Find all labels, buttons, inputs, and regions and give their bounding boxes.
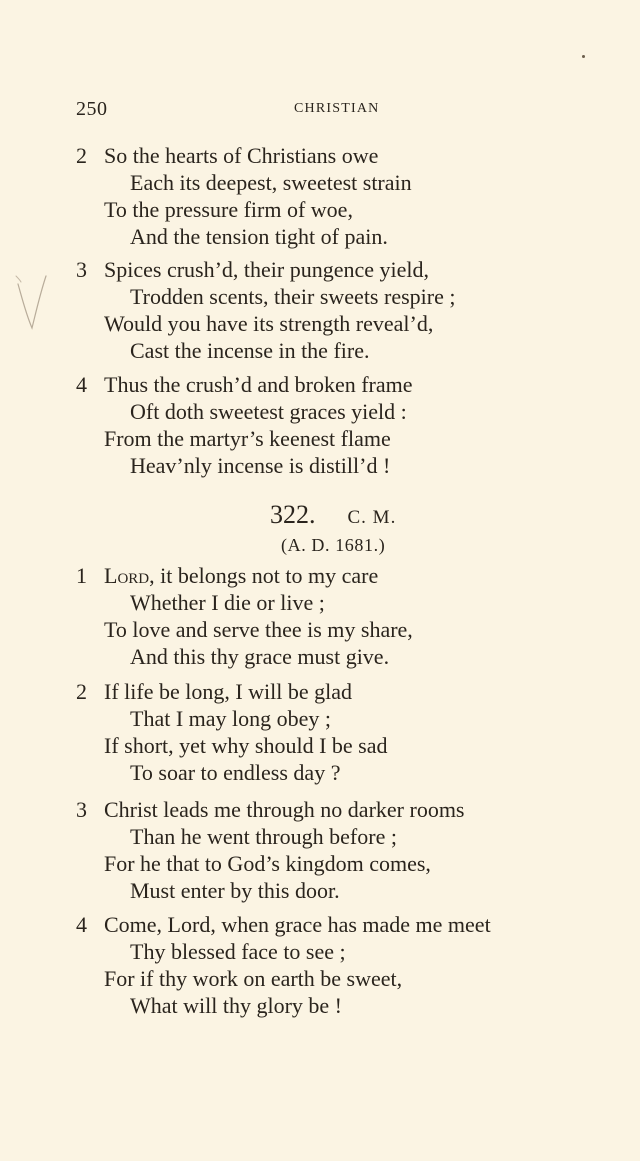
stanza-number: 3	[76, 797, 87, 822]
verse-line: Would you have its strength reveal’d,	[104, 311, 434, 336]
verse-line: For he that to God’s kingdom comes,	[104, 851, 431, 876]
stanza-2-previous-hymn	[76, 142, 636, 250]
page-number: 250	[76, 98, 108, 120]
verse-line: Oft doth sweetest graces yield :	[130, 399, 407, 424]
verse-text: Thus the crush’d and broken frame	[104, 372, 413, 397]
stanza-number: 2	[76, 143, 87, 168]
verse-line: For if thy work on earth be sweet,	[104, 966, 403, 991]
verse-line: To soar to endless day ?	[130, 760, 341, 785]
verse-line: Heav’nly incense is distill’d !	[130, 453, 391, 478]
verse-line: To love and serve thee is my share,	[104, 617, 413, 642]
verse-line	[76, 911, 636, 938]
running-head: CHRISTIAN	[294, 101, 380, 116]
stanza-number: 4	[76, 372, 87, 397]
hymn-number: 322.	[270, 500, 316, 529]
hymn-322-stanza-4	[76, 911, 636, 1019]
verse-line: Whether I die or live ;	[130, 590, 325, 615]
hymn-heading	[270, 500, 396, 530]
stanza-number: 3	[76, 257, 87, 282]
verse-line	[76, 678, 636, 705]
verse-line: Must enter by this door.	[130, 878, 340, 903]
verse-text: If life be long, I will be glad	[104, 679, 353, 704]
verse-line: That I may long obey ;	[130, 706, 332, 731]
verse-first-word: Lord,	[104, 563, 155, 588]
hymn-322-stanza-1	[76, 562, 636, 670]
verse-text: Spices crush’d, their pungence yield,	[104, 257, 430, 282]
ink-speck	[582, 55, 585, 58]
verse-text: it belongs not to my care	[154, 563, 379, 588]
verse-line: From the martyr’s keenest flame	[104, 426, 391, 451]
verse-text: Come, Lord, when grace has made me meet	[104, 912, 491, 937]
verse-line	[76, 371, 636, 398]
verse-line: Thy blessed face to see ;	[130, 939, 346, 964]
stanza-number: 4	[76, 912, 87, 937]
hymn-date: (A. D. 1681.)	[281, 535, 386, 555]
verse-line: And this thy grace must give.	[130, 644, 390, 669]
stanza-number: 1	[76, 563, 87, 588]
hymn-322-stanza-3	[76, 796, 636, 904]
hymn-322-stanza-2	[76, 678, 636, 786]
verse-line	[76, 142, 636, 169]
verse-line: Each its deepest, sweetest strain	[130, 170, 412, 195]
verse-line: What will thy glory be !	[130, 993, 343, 1018]
verse-line: Cast the incense in the fire.	[130, 338, 370, 363]
stanza-number: 2	[76, 679, 87, 704]
verse-line	[76, 796, 636, 823]
verse-line: Trodden scents, their sweets respire ;	[130, 284, 456, 309]
verse-line	[76, 256, 636, 283]
verse-text: Christ leads me through no darker rooms	[104, 797, 465, 822]
verse-line: To the pressure firm of woe,	[104, 197, 353, 222]
verse-line: And the tension tight of pain.	[130, 224, 388, 249]
verse-text: So the hearts of Christians owe	[104, 143, 379, 168]
stanza-4-previous-hymn	[76, 371, 636, 479]
pencil-checkmark-annotation	[14, 262, 48, 332]
verse-line	[76, 562, 636, 589]
verse-line: If short, yet why should I be sad	[104, 733, 388, 758]
hymn-meter: C. M.	[347, 507, 397, 528]
stanza-3-previous-hymn	[76, 256, 636, 364]
verse-line: Than he went through before ;	[130, 824, 397, 849]
